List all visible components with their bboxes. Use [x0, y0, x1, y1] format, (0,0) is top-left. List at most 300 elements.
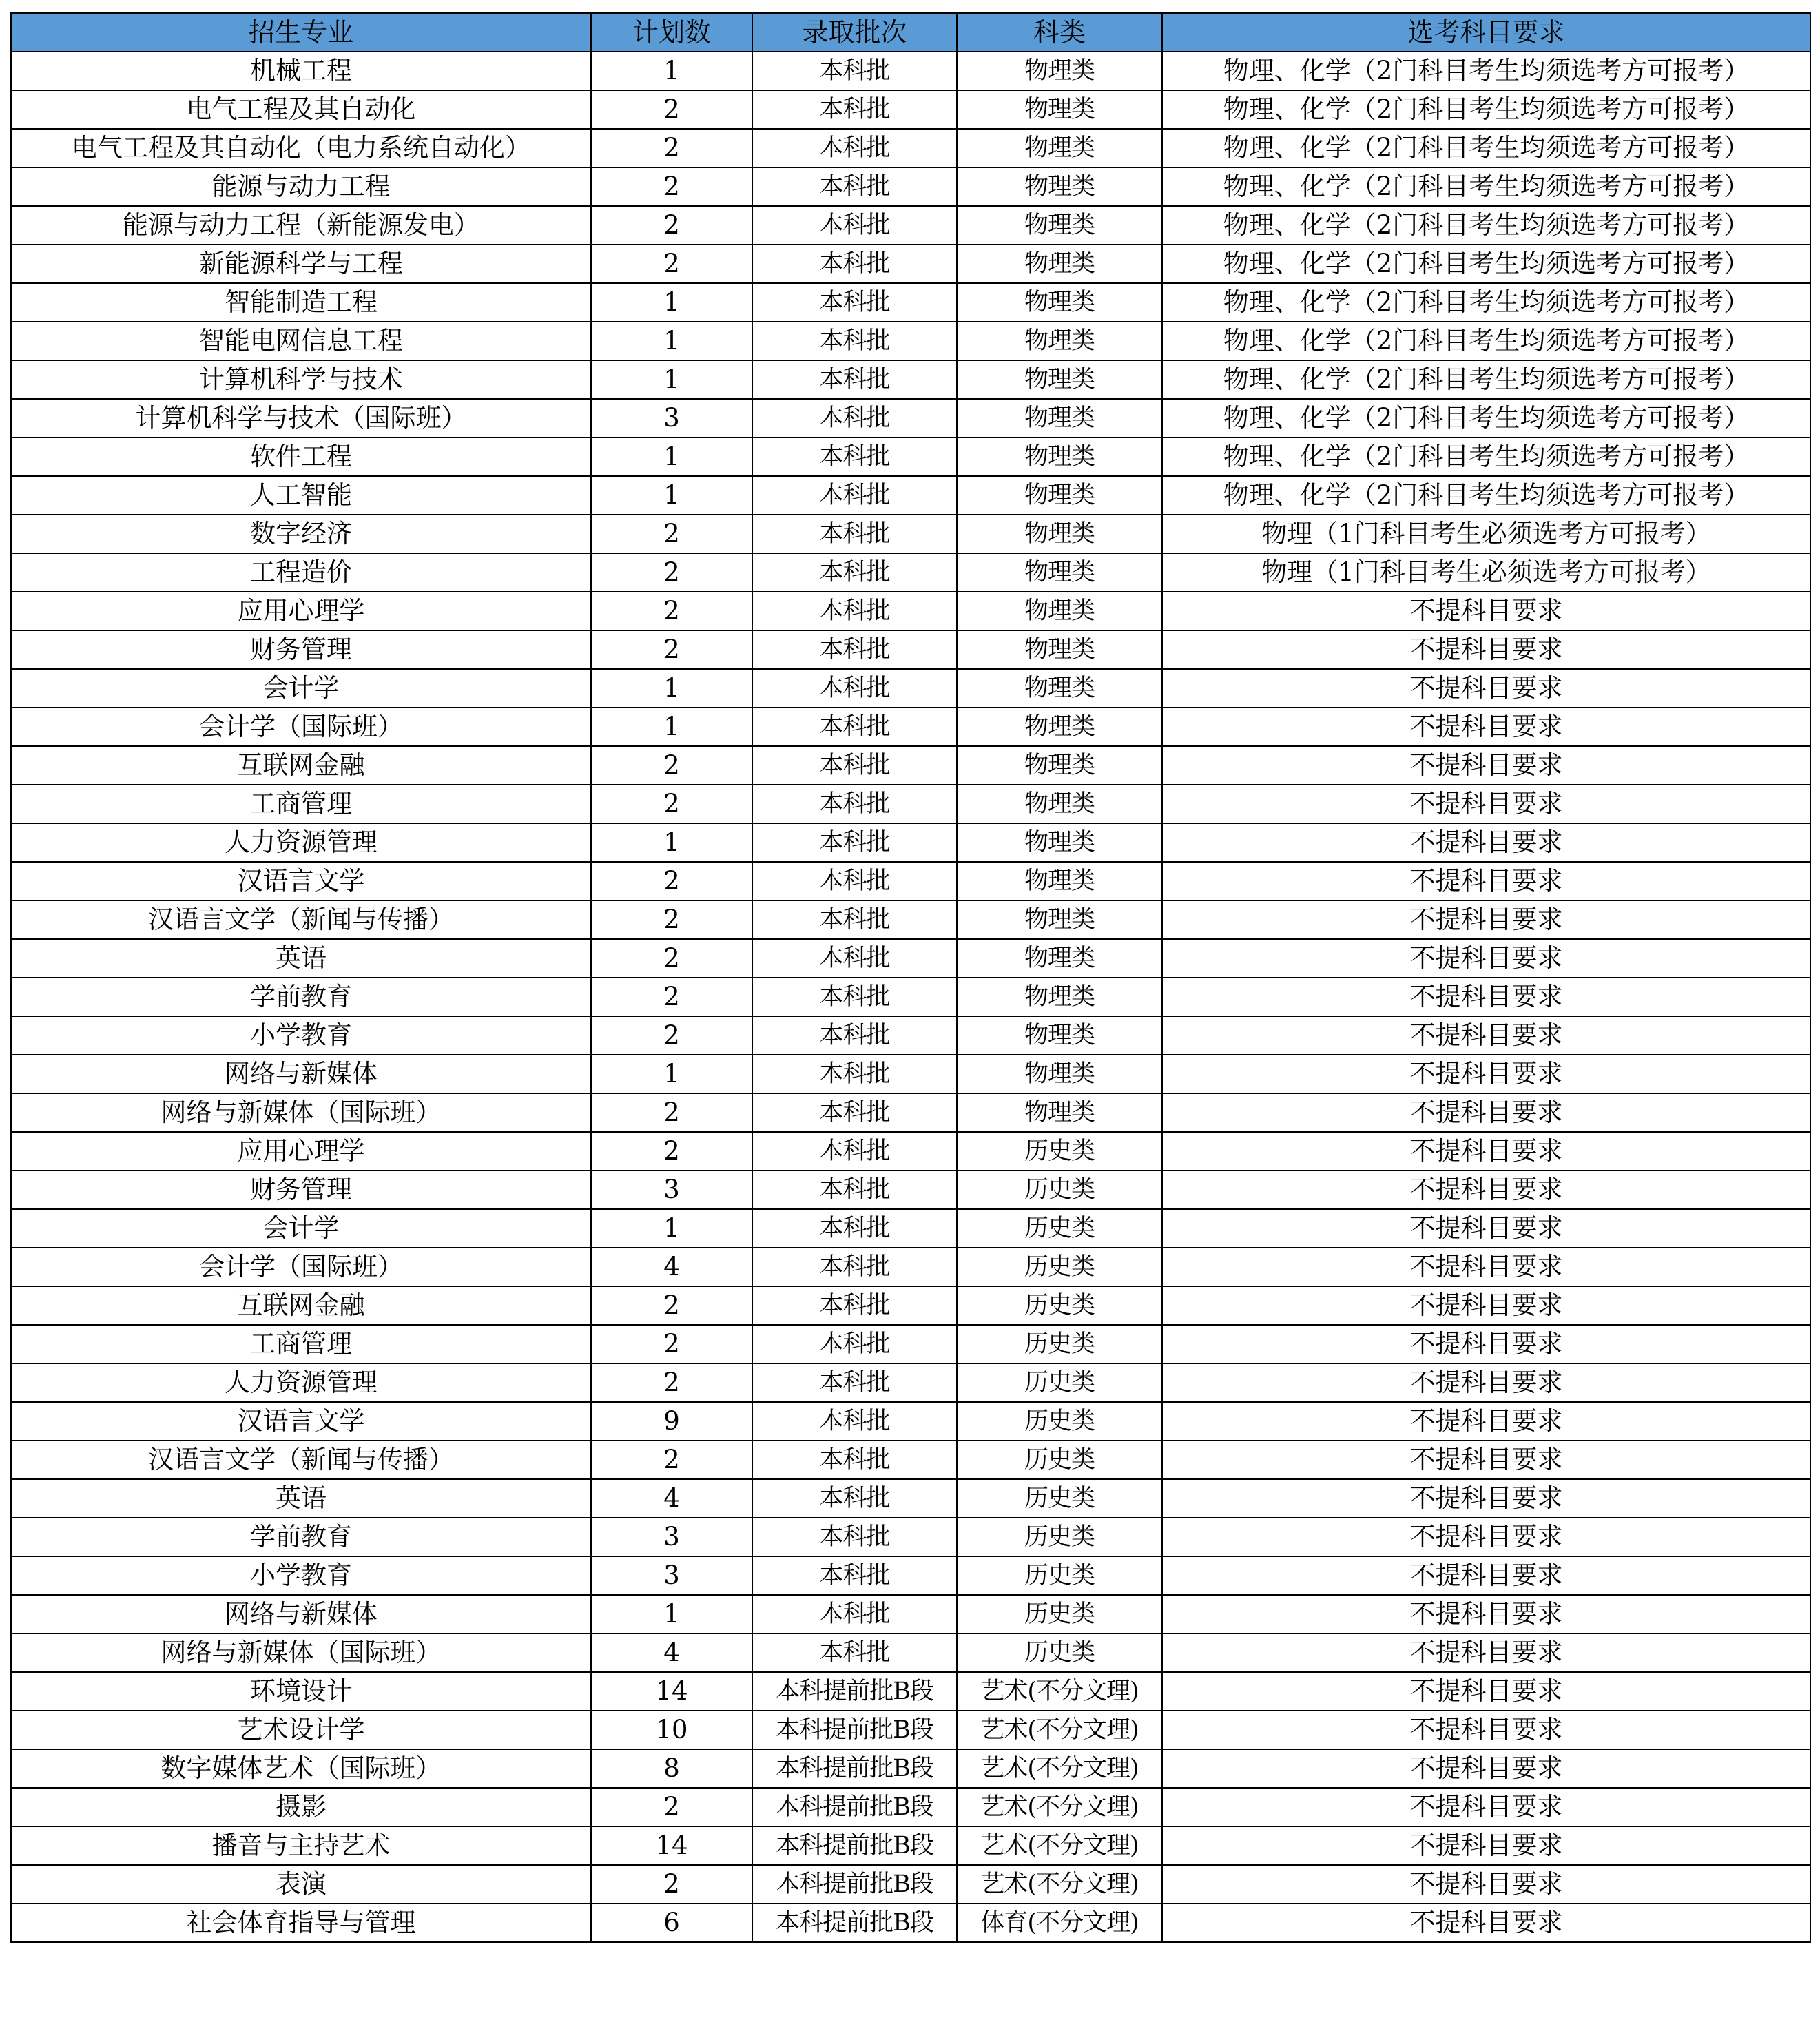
- cell-plan-count: 4: [591, 1479, 752, 1518]
- cell-admission-batch: 本科批: [752, 1209, 957, 1248]
- cell-admission-batch: 本科批: [752, 399, 957, 437]
- cell-plan-count: 2: [591, 900, 752, 939]
- cell-subject-requirement: 不提科目要求: [1162, 1016, 1810, 1055]
- cell-plan-count: 3: [591, 1518, 752, 1556]
- table-header: [11, 13, 1810, 52]
- cell-plan-count: 14: [591, 1826, 752, 1865]
- table-row: [11, 206, 1810, 245]
- table-row: [11, 1209, 1810, 1248]
- cell-category: 艺术(不分文理): [957, 1865, 1162, 1904]
- table-row: [11, 1325, 1810, 1363]
- cell-category: 物理类: [957, 592, 1162, 630]
- cell-major: 财务管理: [11, 1171, 591, 1209]
- cell-plan-count: 4: [591, 1633, 752, 1672]
- header-plan-count: 计划数: [591, 13, 752, 52]
- cell-category: 物理类: [957, 52, 1162, 90]
- cell-major: 智能制造工程: [11, 283, 591, 322]
- cell-subject-requirement: 物理、化学（2门科目考生均须选考方可报考）: [1162, 399, 1810, 437]
- table-row: [11, 167, 1810, 206]
- enrollment-plan-table: [10, 12, 1811, 1943]
- table-row: [11, 1595, 1810, 1633]
- cell-major: 播音与主持艺术: [11, 1826, 591, 1865]
- table-row: [11, 746, 1810, 785]
- cell-major: 网络与新媒体: [11, 1595, 591, 1633]
- cell-subject-requirement: 不提科目要求: [1162, 1788, 1810, 1826]
- cell-subject-requirement: 不提科目要求: [1162, 1672, 1810, 1711]
- cell-plan-count: 1: [591, 283, 752, 322]
- cell-major: 数字媒体艺术（国际班）: [11, 1749, 591, 1788]
- cell-category: 物理类: [957, 553, 1162, 592]
- cell-subject-requirement: 不提科目要求: [1162, 1904, 1810, 1942]
- cell-category: 物理类: [957, 437, 1162, 476]
- cell-category: 艺术(不分文理): [957, 1826, 1162, 1865]
- table-row: [11, 1055, 1810, 1093]
- cell-subject-requirement: 不提科目要求: [1162, 1363, 1810, 1402]
- cell-category: 物理类: [957, 1016, 1162, 1055]
- cell-plan-count: 2: [591, 1441, 752, 1479]
- cell-plan-count: 2: [591, 1788, 752, 1826]
- cell-major: 会计学: [11, 1209, 591, 1248]
- cell-subject-requirement: 物理、化学（2门科目考生均须选考方可报考）: [1162, 476, 1810, 515]
- cell-plan-count: 1: [591, 669, 752, 708]
- cell-plan-count: 2: [591, 1325, 752, 1363]
- table-body: [11, 52, 1810, 1942]
- cell-major: 网络与新媒体（国际班）: [11, 1093, 591, 1132]
- cell-admission-batch: 本科批: [752, 360, 957, 399]
- cell-subject-requirement: 不提科目要求: [1162, 1132, 1810, 1171]
- cell-plan-count: 1: [591, 1209, 752, 1248]
- cell-subject-requirement: 不提科目要求: [1162, 1711, 1810, 1749]
- cell-major: 计算机科学与技术: [11, 360, 591, 399]
- cell-admission-batch: 本科批: [752, 437, 957, 476]
- cell-subject-requirement: 物理、化学（2门科目考生均须选考方可报考）: [1162, 206, 1810, 245]
- cell-category: 物理类: [957, 630, 1162, 669]
- cell-admission-batch: 本科批: [752, 283, 957, 322]
- cell-subject-requirement: 物理、化学（2门科目考生均须选考方可报考）: [1162, 245, 1810, 283]
- cell-subject-requirement: 不提科目要求: [1162, 1286, 1810, 1325]
- cell-category: 物理类: [957, 978, 1162, 1016]
- cell-plan-count: 2: [591, 1363, 752, 1402]
- cell-category: 物理类: [957, 900, 1162, 939]
- cell-major: 工程造价: [11, 553, 591, 592]
- cell-subject-requirement: 不提科目要求: [1162, 592, 1810, 630]
- table-row: [11, 1749, 1810, 1788]
- table-row: [11, 939, 1810, 978]
- cell-major: 汉语言文学（新闻与传播）: [11, 900, 591, 939]
- table-row: [11, 1132, 1810, 1171]
- table-row: [11, 1556, 1810, 1595]
- table-row: [11, 1016, 1810, 1055]
- table-row: [11, 1479, 1810, 1518]
- cell-plan-count: 2: [591, 515, 752, 553]
- cell-category: 物理类: [957, 746, 1162, 785]
- cell-subject-requirement: 不提科目要求: [1162, 862, 1810, 900]
- cell-category: 物理类: [957, 862, 1162, 900]
- header-subject-requirement: 选考科目要求: [1162, 13, 1810, 52]
- table-row: [11, 90, 1810, 129]
- cell-category: 物理类: [957, 708, 1162, 746]
- cell-plan-count: 6: [591, 1904, 752, 1942]
- table-row: [11, 1171, 1810, 1209]
- cell-category: 历史类: [957, 1132, 1162, 1171]
- cell-major: 互联网金融: [11, 1286, 591, 1325]
- table-row: [11, 1865, 1810, 1904]
- header-major: 招生专业: [11, 13, 591, 52]
- cell-plan-count: 2: [591, 1016, 752, 1055]
- table-row: [11, 399, 1810, 437]
- cell-major: 网络与新媒体: [11, 1055, 591, 1093]
- cell-plan-count: 14: [591, 1672, 752, 1711]
- cell-subject-requirement: 不提科目要求: [1162, 1479, 1810, 1518]
- cell-admission-batch: 本科提前批B段: [752, 1749, 957, 1788]
- cell-admission-batch: 本科批: [752, 669, 957, 708]
- table-row: [11, 129, 1810, 167]
- cell-major: 电气工程及其自动化: [11, 90, 591, 129]
- cell-category: 艺术(不分文理): [957, 1672, 1162, 1711]
- cell-admission-batch: 本科批: [752, 592, 957, 630]
- cell-subject-requirement: 不提科目要求: [1162, 1633, 1810, 1672]
- cell-major: 能源与动力工程: [11, 167, 591, 206]
- cell-category: 物理类: [957, 206, 1162, 245]
- table-row: [11, 245, 1810, 283]
- cell-subject-requirement: 不提科目要求: [1162, 1826, 1810, 1865]
- table-row: [11, 1788, 1810, 1826]
- cell-category: 物理类: [957, 399, 1162, 437]
- cell-admission-batch: 本科批: [752, 630, 957, 669]
- cell-major: 财务管理: [11, 630, 591, 669]
- cell-major: 软件工程: [11, 437, 591, 476]
- cell-plan-count: 2: [591, 90, 752, 129]
- table-row: [11, 900, 1810, 939]
- table-row: [11, 1402, 1810, 1441]
- cell-plan-count: 2: [591, 592, 752, 630]
- table-row: [11, 1248, 1810, 1286]
- cell-subject-requirement: 不提科目要求: [1162, 1171, 1810, 1209]
- cell-category: 历史类: [957, 1325, 1162, 1363]
- cell-major: 人力资源管理: [11, 1363, 591, 1402]
- cell-subject-requirement: 物理（1门科目考生必须选考方可报考）: [1162, 515, 1810, 553]
- cell-plan-count: 2: [591, 630, 752, 669]
- cell-admission-batch: 本科批: [752, 322, 957, 360]
- cell-admission-batch: 本科批: [752, 515, 957, 553]
- cell-plan-count: 1: [591, 476, 752, 515]
- table-row: [11, 669, 1810, 708]
- cell-category: 物理类: [957, 669, 1162, 708]
- cell-subject-requirement: 不提科目要求: [1162, 939, 1810, 978]
- cell-plan-count: 9: [591, 1402, 752, 1441]
- cell-admission-batch: 本科批: [752, 1479, 957, 1518]
- cell-admission-batch: 本科批: [752, 1132, 957, 1171]
- cell-admission-batch: 本科批: [752, 476, 957, 515]
- cell-category: 物理类: [957, 129, 1162, 167]
- cell-subject-requirement: 不提科目要求: [1162, 1749, 1810, 1788]
- cell-admission-batch: 本科批: [752, 1016, 957, 1055]
- table-row: [11, 52, 1810, 90]
- cell-subject-requirement: 不提科目要求: [1162, 669, 1810, 708]
- cell-subject-requirement: 不提科目要求: [1162, 1055, 1810, 1093]
- cell-plan-count: 2: [591, 939, 752, 978]
- cell-major: 数字经济: [11, 515, 591, 553]
- table-row: [11, 785, 1810, 823]
- cell-major: 英语: [11, 939, 591, 978]
- cell-admission-batch: 本科批: [752, 553, 957, 592]
- header-row: [11, 13, 1810, 52]
- table-row: [11, 1441, 1810, 1479]
- cell-admission-batch: 本科批: [752, 206, 957, 245]
- cell-category: 物理类: [957, 245, 1162, 283]
- cell-major: 应用心理学: [11, 592, 591, 630]
- cell-category: 艺术(不分文理): [957, 1711, 1162, 1749]
- cell-admission-batch: 本科提前批B段: [752, 1672, 957, 1711]
- cell-subject-requirement: 物理、化学（2门科目考生均须选考方可报考）: [1162, 283, 1810, 322]
- cell-subject-requirement: 不提科目要求: [1162, 1325, 1810, 1363]
- cell-admission-batch: 本科批: [752, 52, 957, 90]
- cell-subject-requirement: 不提科目要求: [1162, 1865, 1810, 1904]
- cell-category: 历史类: [957, 1363, 1162, 1402]
- cell-admission-batch: 本科批: [752, 1402, 957, 1441]
- cell-admission-batch: 本科批: [752, 1093, 957, 1132]
- cell-subject-requirement: 不提科目要求: [1162, 708, 1810, 746]
- cell-major: 社会体育指导与管理: [11, 1904, 591, 1942]
- cell-admission-batch: 本科批: [752, 167, 957, 206]
- cell-plan-count: 2: [591, 746, 752, 785]
- table-row: [11, 322, 1810, 360]
- table-row: [11, 708, 1810, 746]
- cell-plan-count: 10: [591, 1711, 752, 1749]
- cell-major: 能源与动力工程（新能源发电）: [11, 206, 591, 245]
- cell-major: 网络与新媒体（国际班）: [11, 1633, 591, 1672]
- cell-category: 历史类: [957, 1441, 1162, 1479]
- cell-admission-batch: 本科批: [752, 1633, 957, 1672]
- table-row: [11, 1826, 1810, 1865]
- cell-category: 历史类: [957, 1402, 1162, 1441]
- table-row: [11, 592, 1810, 630]
- table-row: [11, 1904, 1810, 1942]
- cell-plan-count: 1: [591, 708, 752, 746]
- cell-category: 物理类: [957, 283, 1162, 322]
- cell-admission-batch: 本科批: [752, 129, 957, 167]
- cell-major: 英语: [11, 1479, 591, 1518]
- cell-major: 工商管理: [11, 785, 591, 823]
- cell-admission-batch: 本科批: [752, 978, 957, 1016]
- table-row: [11, 476, 1810, 515]
- cell-category: 历史类: [957, 1556, 1162, 1595]
- cell-category: 物理类: [957, 1093, 1162, 1132]
- cell-plan-count: 2: [591, 129, 752, 167]
- cell-admission-batch: 本科提前批B段: [752, 1788, 957, 1826]
- cell-admission-batch: 本科批: [752, 1055, 957, 1093]
- cell-subject-requirement: 物理、化学（2门科目考生均须选考方可报考）: [1162, 90, 1810, 129]
- header-admission-batch: 录取批次: [752, 13, 957, 52]
- cell-category: 物理类: [957, 939, 1162, 978]
- cell-category: 物理类: [957, 515, 1162, 553]
- cell-admission-batch: 本科批: [752, 1556, 957, 1595]
- table-row: [11, 1672, 1810, 1711]
- cell-plan-count: 2: [591, 1286, 752, 1325]
- cell-subject-requirement: 不提科目要求: [1162, 1595, 1810, 1633]
- table-row: [11, 553, 1810, 592]
- cell-category: 物理类: [957, 785, 1162, 823]
- cell-admission-batch: 本科批: [752, 785, 957, 823]
- cell-category: 历史类: [957, 1209, 1162, 1248]
- table-row: [11, 862, 1810, 900]
- cell-major: 互联网金融: [11, 746, 591, 785]
- cell-plan-count: 2: [591, 206, 752, 245]
- cell-plan-count: 2: [591, 1132, 752, 1171]
- table-row: [11, 1711, 1810, 1749]
- cell-major: 小学教育: [11, 1556, 591, 1595]
- cell-admission-batch: 本科批: [752, 862, 957, 900]
- cell-subject-requirement: 物理、化学（2门科目考生均须选考方可报考）: [1162, 360, 1810, 399]
- cell-admission-batch: 本科提前批B段: [752, 1711, 957, 1749]
- cell-subject-requirement: 物理、化学（2门科目考生均须选考方可报考）: [1162, 167, 1810, 206]
- cell-plan-count: 2: [591, 785, 752, 823]
- cell-category: 艺术(不分文理): [957, 1749, 1162, 1788]
- cell-subject-requirement: 不提科目要求: [1162, 1556, 1810, 1595]
- cell-plan-count: 1: [591, 1595, 752, 1633]
- cell-major: 摄影: [11, 1788, 591, 1826]
- cell-major: 表演: [11, 1865, 591, 1904]
- table-row: [11, 823, 1810, 862]
- cell-admission-batch: 本科批: [752, 1171, 957, 1209]
- cell-major: 会计学（国际班）: [11, 1248, 591, 1286]
- cell-category: 物理类: [957, 322, 1162, 360]
- table-row: [11, 437, 1810, 476]
- cell-category: 物理类: [957, 360, 1162, 399]
- cell-plan-count: 2: [591, 553, 752, 592]
- cell-major: 小学教育: [11, 1016, 591, 1055]
- cell-subject-requirement: 不提科目要求: [1162, 900, 1810, 939]
- cell-subject-requirement: 物理、化学（2门科目考生均须选考方可报考）: [1162, 322, 1810, 360]
- cell-admission-batch: 本科提前批B段: [752, 1826, 957, 1865]
- cell-admission-batch: 本科批: [752, 1363, 957, 1402]
- cell-major: 人力资源管理: [11, 823, 591, 862]
- cell-admission-batch: 本科批: [752, 1325, 957, 1363]
- cell-major: 智能电网信息工程: [11, 322, 591, 360]
- cell-major: 计算机科学与技术（国际班）: [11, 399, 591, 437]
- cell-major: 汉语言文学: [11, 862, 591, 900]
- cell-admission-batch: 本科提前批B段: [752, 1904, 957, 1942]
- cell-admission-batch: 本科批: [752, 1286, 957, 1325]
- cell-admission-batch: 本科批: [752, 1595, 957, 1633]
- cell-category: 物理类: [957, 476, 1162, 515]
- cell-major: 机械工程: [11, 52, 591, 90]
- cell-plan-count: 1: [591, 360, 752, 399]
- cell-admission-batch: 本科批: [752, 1248, 957, 1286]
- cell-major: 会计学（国际班）: [11, 708, 591, 746]
- cell-plan-count: 2: [591, 1093, 752, 1132]
- cell-plan-count: 2: [591, 862, 752, 900]
- cell-category: 历史类: [957, 1248, 1162, 1286]
- cell-plan-count: 1: [591, 52, 752, 90]
- cell-plan-count: 4: [591, 1248, 752, 1286]
- cell-subject-requirement: 不提科目要求: [1162, 978, 1810, 1016]
- cell-admission-batch: 本科批: [752, 708, 957, 746]
- cell-category: 艺术(不分文理): [957, 1788, 1162, 1826]
- cell-subject-requirement: 不提科目要求: [1162, 823, 1810, 862]
- cell-plan-count: 1: [591, 823, 752, 862]
- cell-subject-requirement: 物理（1门科目考生必须选考方可报考）: [1162, 553, 1810, 592]
- cell-category: 历史类: [957, 1286, 1162, 1325]
- cell-subject-requirement: 不提科目要求: [1162, 1209, 1810, 1248]
- cell-plan-count: 3: [591, 1171, 752, 1209]
- cell-subject-requirement: 物理、化学（2门科目考生均须选考方可报考）: [1162, 52, 1810, 90]
- cell-category: 历史类: [957, 1171, 1162, 1209]
- cell-category: 历史类: [957, 1518, 1162, 1556]
- cell-major: 工商管理: [11, 1325, 591, 1363]
- cell-admission-batch: 本科批: [752, 1518, 957, 1556]
- cell-major: 应用心理学: [11, 1132, 591, 1171]
- cell-admission-batch: 本科批: [752, 245, 957, 283]
- cell-plan-count: 1: [591, 437, 752, 476]
- table-row: [11, 515, 1810, 553]
- cell-major: 新能源科学与工程: [11, 245, 591, 283]
- cell-admission-batch: 本科批: [752, 823, 957, 862]
- cell-plan-count: 1: [591, 322, 752, 360]
- cell-subject-requirement: 不提科目要求: [1162, 1402, 1810, 1441]
- cell-admission-batch: 本科提前批B段: [752, 1865, 957, 1904]
- cell-category: 物理类: [957, 90, 1162, 129]
- cell-plan-count: 3: [591, 1556, 752, 1595]
- cell-subject-requirement: 不提科目要求: [1162, 1441, 1810, 1479]
- cell-major: 人工智能: [11, 476, 591, 515]
- cell-major: 电气工程及其自动化（电力系统自动化）: [11, 129, 591, 167]
- cell-subject-requirement: 不提科目要求: [1162, 1518, 1810, 1556]
- table-row: [11, 1093, 1810, 1132]
- table-row: [11, 1518, 1810, 1556]
- cell-category: 物理类: [957, 1055, 1162, 1093]
- cell-plan-count: 8: [591, 1749, 752, 1788]
- cell-category: 历史类: [957, 1633, 1162, 1672]
- cell-category: 历史类: [957, 1595, 1162, 1633]
- cell-plan-count: 2: [591, 978, 752, 1016]
- cell-category: 历史类: [957, 1479, 1162, 1518]
- cell-subject-requirement: 物理、化学（2门科目考生均须选考方可报考）: [1162, 129, 1810, 167]
- cell-admission-batch: 本科批: [752, 939, 957, 978]
- cell-plan-count: 2: [591, 245, 752, 283]
- table-row: [11, 283, 1810, 322]
- cell-plan-count: 2: [591, 167, 752, 206]
- cell-admission-batch: 本科批: [752, 1441, 957, 1479]
- cell-admission-batch: 本科批: [752, 90, 957, 129]
- cell-major: 艺术设计学: [11, 1711, 591, 1749]
- cell-major: 学前教育: [11, 1518, 591, 1556]
- cell-major: 环境设计: [11, 1672, 591, 1711]
- cell-plan-count: 2: [591, 1865, 752, 1904]
- cell-plan-count: 3: [591, 399, 752, 437]
- cell-major: 会计学: [11, 669, 591, 708]
- cell-category: 物理类: [957, 823, 1162, 862]
- cell-admission-batch: 本科批: [752, 900, 957, 939]
- table-row: [11, 630, 1810, 669]
- cell-subject-requirement: 不提科目要求: [1162, 785, 1810, 823]
- table-row: [11, 978, 1810, 1016]
- cell-major: 汉语言文学（新闻与传播）: [11, 1441, 591, 1479]
- cell-plan-count: 1: [591, 1055, 752, 1093]
- table-row: [11, 360, 1810, 399]
- cell-major: 汉语言文学: [11, 1402, 591, 1441]
- cell-subject-requirement: 不提科目要求: [1162, 1093, 1810, 1132]
- cell-category: 体育(不分文理): [957, 1904, 1162, 1942]
- table-row: [11, 1363, 1810, 1402]
- cell-subject-requirement: 物理、化学（2门科目考生均须选考方可报考）: [1162, 437, 1810, 476]
- header-category: 科类: [957, 13, 1162, 52]
- cell-category: 物理类: [957, 167, 1162, 206]
- table-row: [11, 1286, 1810, 1325]
- cell-admission-batch: 本科批: [752, 746, 957, 785]
- cell-subject-requirement: 不提科目要求: [1162, 1248, 1810, 1286]
- cell-subject-requirement: 不提科目要求: [1162, 746, 1810, 785]
